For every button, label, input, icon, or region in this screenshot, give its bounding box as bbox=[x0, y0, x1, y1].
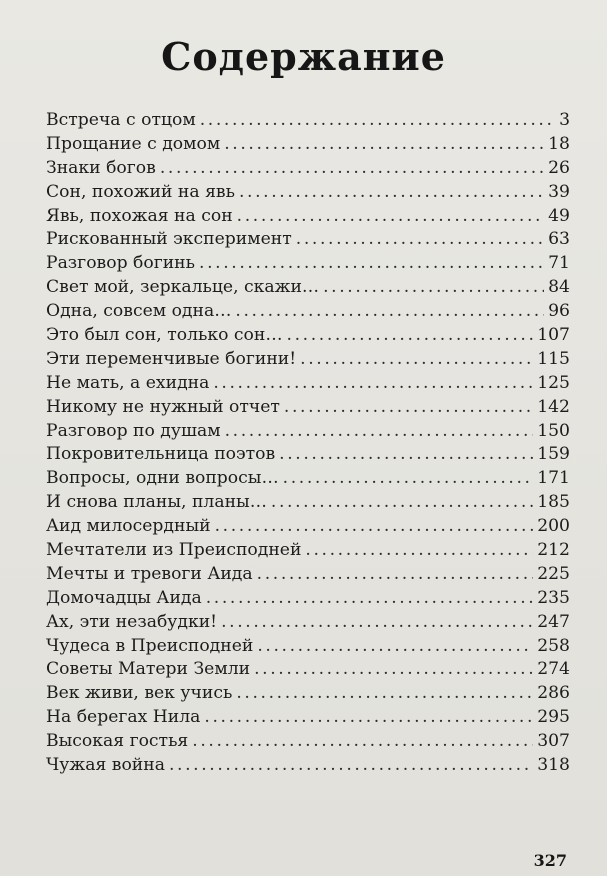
toc-entry-page: 171 bbox=[537, 468, 570, 489]
toc-entry-title: Ах, эти незабудки! bbox=[46, 611, 218, 632]
toc-entry-title: Мечтатели из Преисподней bbox=[46, 540, 302, 561]
toc-entry-page: 39 bbox=[548, 181, 570, 202]
dot-leader bbox=[284, 396, 533, 420]
toc-entry-page: 26 bbox=[548, 157, 570, 178]
dot-leader bbox=[257, 563, 534, 587]
dot-leader bbox=[239, 181, 544, 205]
toc-entry-title: И снова планы, планы… bbox=[46, 492, 267, 513]
toc-entry-page: 150 bbox=[537, 420, 570, 441]
dot-leader bbox=[235, 300, 544, 324]
dot-leader bbox=[192, 730, 533, 754]
toc-entry-page: 212 bbox=[537, 540, 570, 561]
dot-leader bbox=[237, 205, 544, 229]
toc-entry-title: Одна, совсем одна… bbox=[46, 301, 232, 322]
toc-entry bbox=[46, 348, 570, 372]
toc-entry bbox=[46, 467, 570, 491]
dot-leader bbox=[279, 443, 533, 467]
toc-entry-title: Высокая гостья bbox=[46, 731, 189, 752]
toc-entry bbox=[46, 539, 570, 563]
toc-entry bbox=[46, 157, 570, 181]
toc-entry-title: Домочадцы Аида bbox=[46, 587, 202, 608]
toc-entry-title: Свет мой, зеркальце, скажи… bbox=[46, 277, 320, 298]
toc-entry bbox=[46, 324, 570, 348]
toc-entry-page: 274 bbox=[537, 659, 570, 680]
table-of-contents bbox=[46, 109, 570, 778]
dot-leader bbox=[257, 635, 533, 659]
dot-leader bbox=[213, 372, 533, 396]
dot-leader bbox=[271, 491, 533, 515]
dot-leader bbox=[283, 467, 534, 491]
dot-leader bbox=[224, 133, 544, 157]
toc-entry bbox=[46, 491, 570, 515]
toc-entry bbox=[46, 205, 570, 229]
toc-entry-page: 107 bbox=[537, 325, 570, 346]
toc-entry-title: Советы Матери Земли bbox=[46, 659, 251, 680]
toc-entry-page: 142 bbox=[537, 396, 570, 417]
dot-leader bbox=[236, 682, 533, 706]
toc-entry-page: 96 bbox=[548, 301, 570, 322]
toc-entry-title: Век живи, век учись bbox=[46, 683, 233, 704]
toc-entry-page: 18 bbox=[548, 133, 570, 154]
dot-leader bbox=[287, 324, 534, 348]
toc-entry-title: Разговор богинь bbox=[46, 253, 195, 274]
toc-entry-page: 125 bbox=[537, 372, 570, 393]
toc-entry-page: 115 bbox=[537, 348, 570, 369]
toc-entry bbox=[46, 420, 570, 444]
toc-entry-page: 159 bbox=[537, 444, 570, 465]
dot-leader bbox=[206, 587, 533, 611]
toc-entry-title: На берегах Нила bbox=[46, 707, 201, 728]
dot-leader bbox=[305, 539, 533, 563]
toc-entry-page: 71 bbox=[548, 253, 570, 274]
toc-entry-page: 318 bbox=[537, 755, 570, 776]
toc-entry-title: Знаки богов bbox=[46, 157, 156, 178]
toc-entry-title: Аид милосердный bbox=[46, 516, 211, 537]
toc-entry bbox=[46, 658, 570, 682]
toc-entry bbox=[46, 635, 570, 659]
toc-entry-title: Эти переменчивые богини! bbox=[46, 348, 297, 369]
toc-entry-page: 84 bbox=[548, 277, 570, 298]
dot-leader bbox=[296, 228, 544, 252]
toc-entry bbox=[46, 109, 570, 133]
toc-entry-title: Чудеса в Преисподней bbox=[46, 635, 254, 656]
toc-entry bbox=[46, 730, 570, 754]
toc-entry-title: Разговор по душам bbox=[46, 420, 221, 441]
toc-entry-page: 3 bbox=[559, 110, 570, 130]
toc-entry bbox=[46, 181, 570, 205]
page-number: 327 bbox=[533, 851, 567, 870]
toc-entry bbox=[46, 515, 570, 539]
dot-leader bbox=[323, 276, 544, 300]
toc-entry-page: 235 bbox=[537, 587, 570, 608]
toc-entry bbox=[46, 682, 570, 706]
toc-entry bbox=[46, 300, 570, 324]
dot-leader bbox=[225, 420, 534, 444]
toc-entry-title: Встреча с отцом bbox=[46, 110, 196, 130]
toc-entry-page: 200 bbox=[537, 516, 570, 537]
toc-entry-title: Покровительница поэтов bbox=[46, 444, 276, 465]
dot-leader bbox=[204, 706, 533, 730]
toc-entry-page: 295 bbox=[537, 707, 570, 728]
toc-entry bbox=[46, 133, 570, 157]
toc-entry-page: 286 bbox=[537, 683, 570, 704]
dot-leader bbox=[199, 252, 544, 276]
dot-leader bbox=[169, 754, 533, 778]
toc-entry-page: 49 bbox=[548, 205, 570, 226]
dot-leader bbox=[300, 348, 533, 372]
toc-entry-page: 225 bbox=[537, 563, 570, 584]
toc-entry bbox=[46, 372, 570, 396]
toc-entry-title: Явь, похожая на сон bbox=[46, 205, 233, 226]
toc-entry-page: 258 bbox=[537, 635, 570, 656]
toc-entry-title: Чужая война bbox=[46, 755, 165, 776]
toc-entry-page: 247 bbox=[537, 611, 570, 632]
toc-entry bbox=[46, 587, 570, 611]
toc-entry-title: Сон, похожий на явь bbox=[46, 181, 235, 202]
dot-leader bbox=[215, 515, 534, 539]
toc-entry bbox=[46, 754, 570, 778]
toc-entry-page: 185 bbox=[537, 492, 570, 513]
dot-leader bbox=[221, 611, 533, 635]
toc-entry-title: Никому не нужный отчет bbox=[46, 396, 280, 417]
toc-entry bbox=[46, 396, 570, 420]
toc-entry-title: Это был сон, только сон… bbox=[46, 325, 283, 346]
dot-leader bbox=[254, 658, 533, 682]
toc-entry-title: Не мать, а ехидна bbox=[46, 372, 210, 393]
toc-entry bbox=[46, 228, 570, 252]
toc-entry-title: Вопросы, одни вопросы… bbox=[46, 468, 279, 489]
dot-leader bbox=[160, 157, 544, 181]
toc-entry bbox=[46, 252, 570, 276]
toc-entry-page: 63 bbox=[548, 229, 570, 250]
toc-entry bbox=[46, 563, 570, 587]
toc-entry bbox=[46, 276, 570, 300]
toc-entry-page: 307 bbox=[537, 731, 570, 752]
toc-entry-title: Прощание с домом bbox=[46, 133, 221, 154]
toc-entry bbox=[46, 611, 570, 635]
toc-entry bbox=[46, 706, 570, 730]
toc-entry bbox=[46, 443, 570, 467]
dot-leader bbox=[200, 109, 555, 133]
page-title: Содержание bbox=[161, 34, 446, 79]
toc-entry-title: Мечты и тревоги Аида bbox=[46, 563, 253, 584]
toc-entry-title: Рискованный эксперимент bbox=[46, 229, 292, 250]
